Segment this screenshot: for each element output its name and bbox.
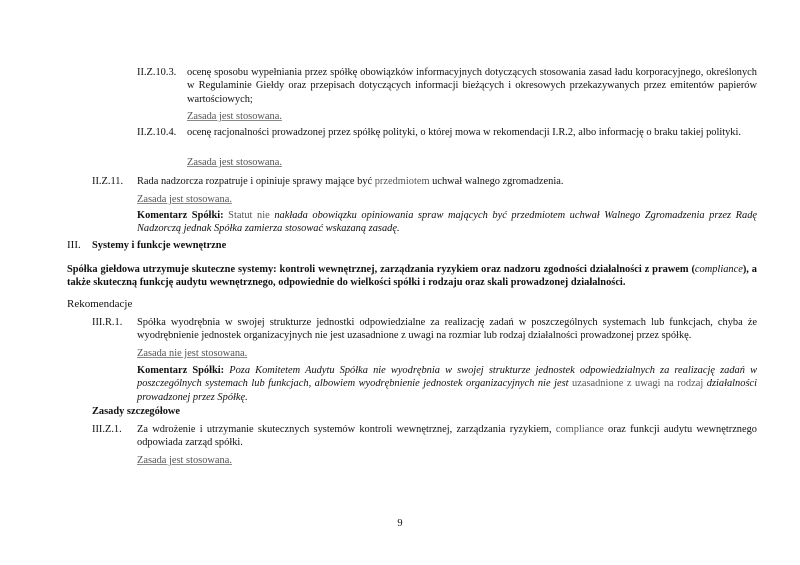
item-text: Spółka wyodrębnia w swojej strukturze jednostki odpowiedzialne za realizację zadań w poszczególnych systemach lub funkcjach, chyba że wyodrębnienie jednostek organizacyjnych nie jest uzasadnione z uwagi na rozmiar lub rodzaj działalności prowadzonej przez spółkę. xyxy=(137,317,757,342)
subheading: Rekomendacje xyxy=(67,298,133,310)
item-text xyxy=(137,175,757,188)
text: compliance xyxy=(555,424,604,435)
item-text: ocenę racjonalności prowadzonej przez spółkę polityki, o której mowa w rekomendacji I.R.2, albo informację o braku takiej polityki. xyxy=(187,127,741,138)
item-number: III.R.1. xyxy=(92,317,123,328)
status-text: Zasada nie jest stosowana. xyxy=(137,348,248,359)
section-intro xyxy=(67,263,757,290)
text: Statut nie xyxy=(223,210,275,221)
text: ), a także skuteczną funkcję audytu wewnętrznego, odpowiednie do wielkości spółki i rodzaju oraz skali prowadzonej działalności. xyxy=(67,264,757,289)
text: przedmiotem xyxy=(374,176,430,187)
text: Za wdrożenie i utrzymanie skutecznych systemów kontroli wewnętrznej, zarządzania ryzykiem, xyxy=(137,424,556,435)
item-number: III.Z.1. xyxy=(92,424,122,435)
item-number: II.Z.10.3. xyxy=(137,67,177,78)
section-title: Systemy i funkcje wewnętrzne xyxy=(92,240,227,251)
item-number: II.Z.11. xyxy=(92,176,124,187)
comment-label: Komentarz Spółki: xyxy=(137,365,225,376)
company-comment xyxy=(137,209,757,236)
status-text: Zasada jest stosowana. xyxy=(187,157,282,168)
text: uzasadnione z uwagi na rodzaj xyxy=(572,378,707,390)
text: działalności prowadzonej przez Spółkę. xyxy=(137,378,757,403)
page-number: 9 xyxy=(397,518,403,529)
subheading: Zasady szczegółowe xyxy=(92,406,181,417)
text: compliance xyxy=(694,264,743,275)
text: oraz funkcji audytu wewnętrznego odpowiada zarząd spółki. xyxy=(137,424,758,449)
text: uchwał walnego zgromadzenia. xyxy=(429,176,564,187)
company-comment xyxy=(137,364,757,404)
item-text xyxy=(137,423,757,450)
status-text: Zasada jest stosowana. xyxy=(137,455,232,466)
status-text: Zasada jest stosowana. xyxy=(187,111,282,122)
text: Rada nadzorcza rozpatruje i opiniuje sprawy mające być xyxy=(137,176,375,187)
item-text: ocenę sposobu wypełniania przez spółkę obowiązków informacyjnych dotyczących stosowania zasad ładu korporacyjnego, określonych w Regulaminie Giełdy oraz przepisach dotyczących informacji bieżących i okresowych przekazywanych przez emitentów papierów wartościowych; xyxy=(187,67,757,105)
text: nakłada obowiązku opiniowania spraw mających być przedmiotem uchwał Walnego Zgromadzenia przez Radę Nadzorczą jednak Spółka zamierza stosować wskazaną zasadę. xyxy=(137,210,758,235)
text: Spółka giełdowa utrzymuje skuteczne systemy: kontroli wewnętrznej, zarządzania ryzykiem oraz nadzoru zgodności działalności z prawem ( xyxy=(67,264,695,275)
text: Poza Komitetem Audytu Spółka nie wyodrębnia w swojej strukturze jednostek odpowiedzialnych za realizację zadań w poszczególnych systemach lub funkcjach, albowiem wyodrębnienie jednostek organizacyjnych nie jest xyxy=(137,365,757,390)
section-number: III. xyxy=(67,239,81,251)
status-text: Zasada jest stosowana. xyxy=(137,194,232,205)
item-number: II.Z.10.4. xyxy=(137,127,177,138)
comment-label: Komentarz Spółki: xyxy=(137,210,224,221)
